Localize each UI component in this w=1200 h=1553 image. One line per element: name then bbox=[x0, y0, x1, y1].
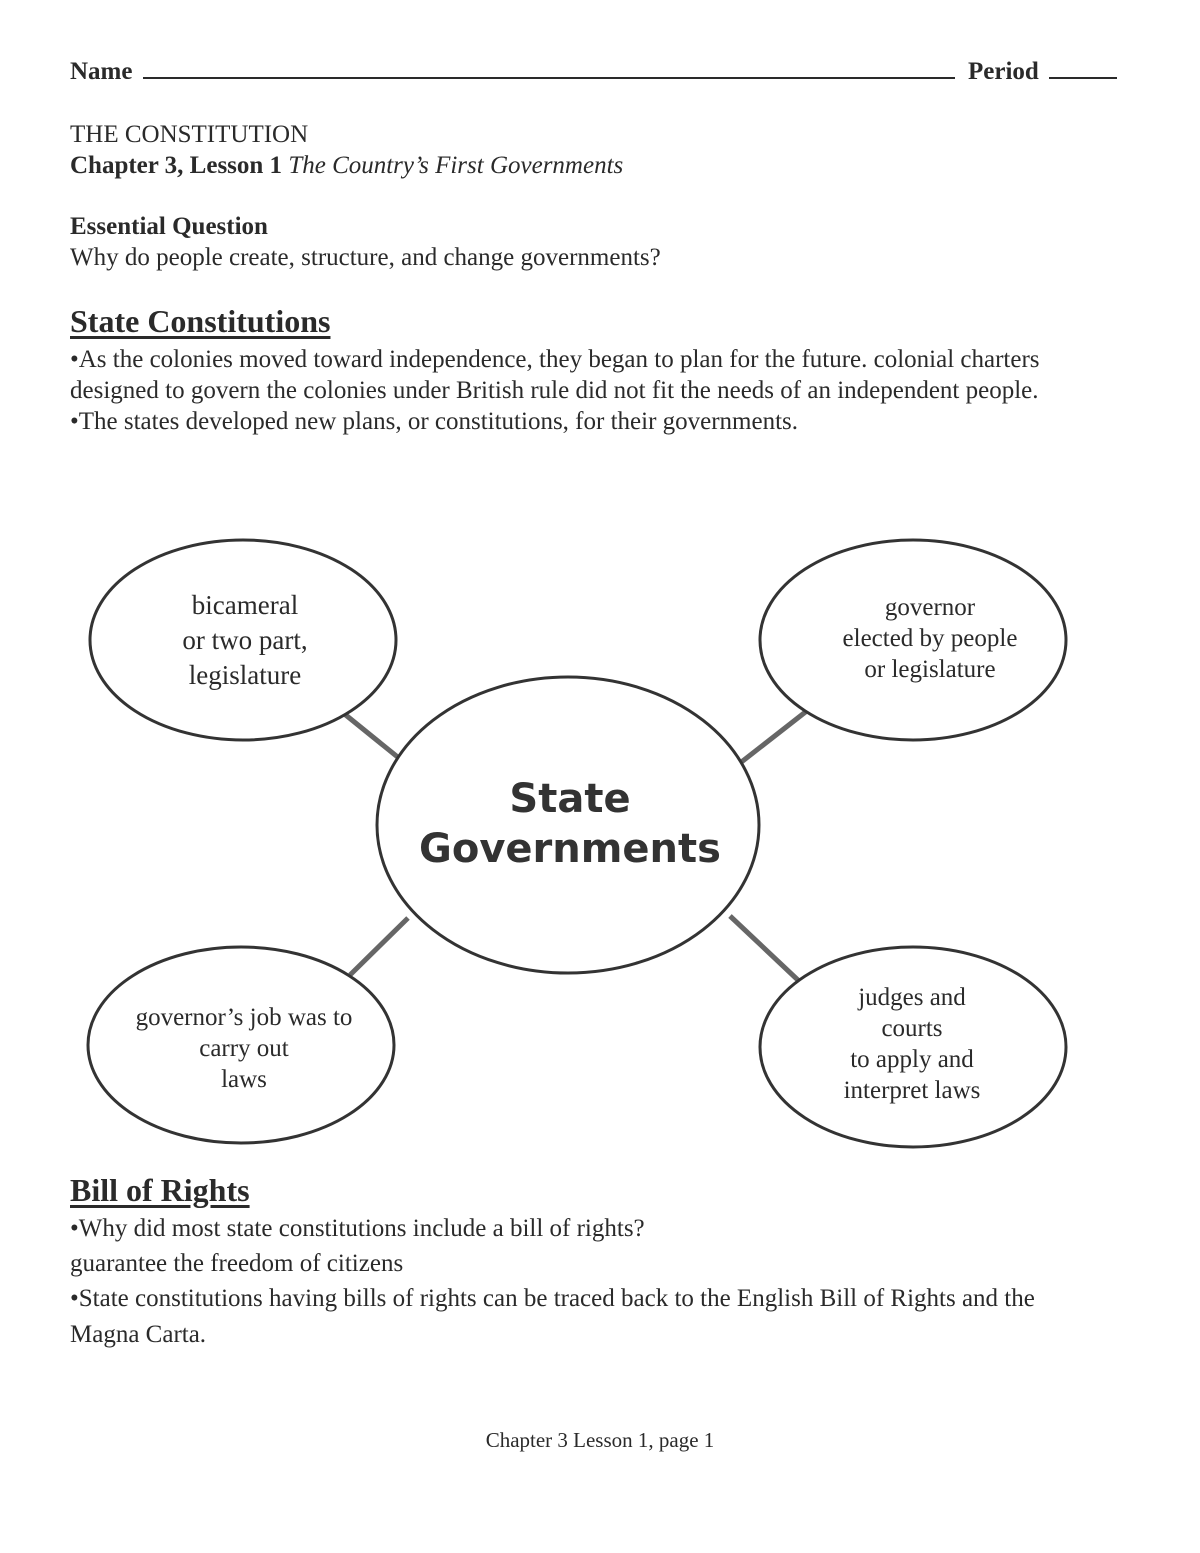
center-line: Governments bbox=[419, 826, 721, 872]
node-line: elected by people bbox=[842, 625, 1018, 652]
node-line: judges and bbox=[858, 984, 966, 1011]
connector-bottom-left bbox=[350, 918, 408, 975]
state-governments-concept-web bbox=[0, 520, 1200, 1160]
center-node-text bbox=[390, 774, 750, 874]
period-field-row bbox=[968, 56, 1117, 87]
connector-bottom-right bbox=[730, 916, 800, 982]
name-label: Name bbox=[70, 58, 133, 85]
node-line: carry out bbox=[199, 1035, 289, 1062]
bill-of-rights-answer: guarantee the freedom of citizens bbox=[70, 1250, 404, 1277]
essential-question-text: Why do people create, structure, and change governments? bbox=[70, 244, 661, 271]
bill-of-rights-bullet-2-line-2: Magna Carta. bbox=[70, 1321, 207, 1348]
name-blank[interactable] bbox=[143, 59, 955, 79]
node-line: bicameral bbox=[191, 590, 299, 620]
node-line: laws bbox=[221, 1066, 267, 1093]
node-line: to apply and bbox=[850, 1046, 974, 1073]
state-constitutions-bullet-1-line-1: •As the colonies moved toward independence, they began to plan for the future. colonial charters bbox=[70, 346, 1040, 373]
node-line: or legislature bbox=[864, 656, 996, 683]
lesson-title: The Country’s First Governments bbox=[288, 152, 624, 179]
page-footer: Chapter 3 Lesson 1, page 1 bbox=[485, 1428, 715, 1452]
connector-top-right bbox=[735, 710, 808, 767]
chapter-label: Chapter 3, Lesson 1 bbox=[70, 152, 283, 179]
node-top-left-text bbox=[95, 588, 395, 693]
bill-of-rights-heading: Bill of Rights bbox=[70, 1172, 250, 1208]
bill-of-rights-bullet-2-line-1: •State constitutions having bills of rights can be traced back to the English Bill of Rights and the bbox=[70, 1285, 1035, 1312]
node-line: legislature bbox=[188, 660, 302, 690]
state-constitutions-bullet-1-line-2: designed to govern the colonies under British rule did not fit the needs of an independent people. bbox=[70, 377, 1039, 404]
node-line: or two part, bbox=[182, 625, 308, 655]
node-line: governor’s job was to bbox=[135, 1004, 353, 1031]
lesson-title-row bbox=[70, 150, 623, 181]
state-constitutions-heading: State Constitutions bbox=[70, 303, 331, 339]
center-line: State bbox=[509, 776, 631, 822]
node-bottom-right-text bbox=[762, 982, 1062, 1106]
period-label: Period bbox=[968, 58, 1039, 85]
node-line: courts bbox=[881, 1015, 943, 1042]
name-field-row bbox=[70, 56, 955, 87]
state-constitutions-bullet-2: •The states developed new plans, or constitutions, for their governments. bbox=[70, 408, 799, 435]
essential-question-heading: Essential Question bbox=[70, 213, 268, 240]
unit-title: THE CONSTITUTION bbox=[70, 121, 309, 148]
node-bottom-left-text bbox=[94, 1002, 394, 1095]
node-top-right-text bbox=[780, 592, 1080, 685]
bill-of-rights-question: •Why did most state constitutions include a bill of rights? bbox=[70, 1215, 645, 1242]
node-line: interpret laws bbox=[843, 1077, 981, 1104]
period-blank[interactable] bbox=[1049, 59, 1117, 79]
node-line: governor bbox=[884, 594, 976, 621]
